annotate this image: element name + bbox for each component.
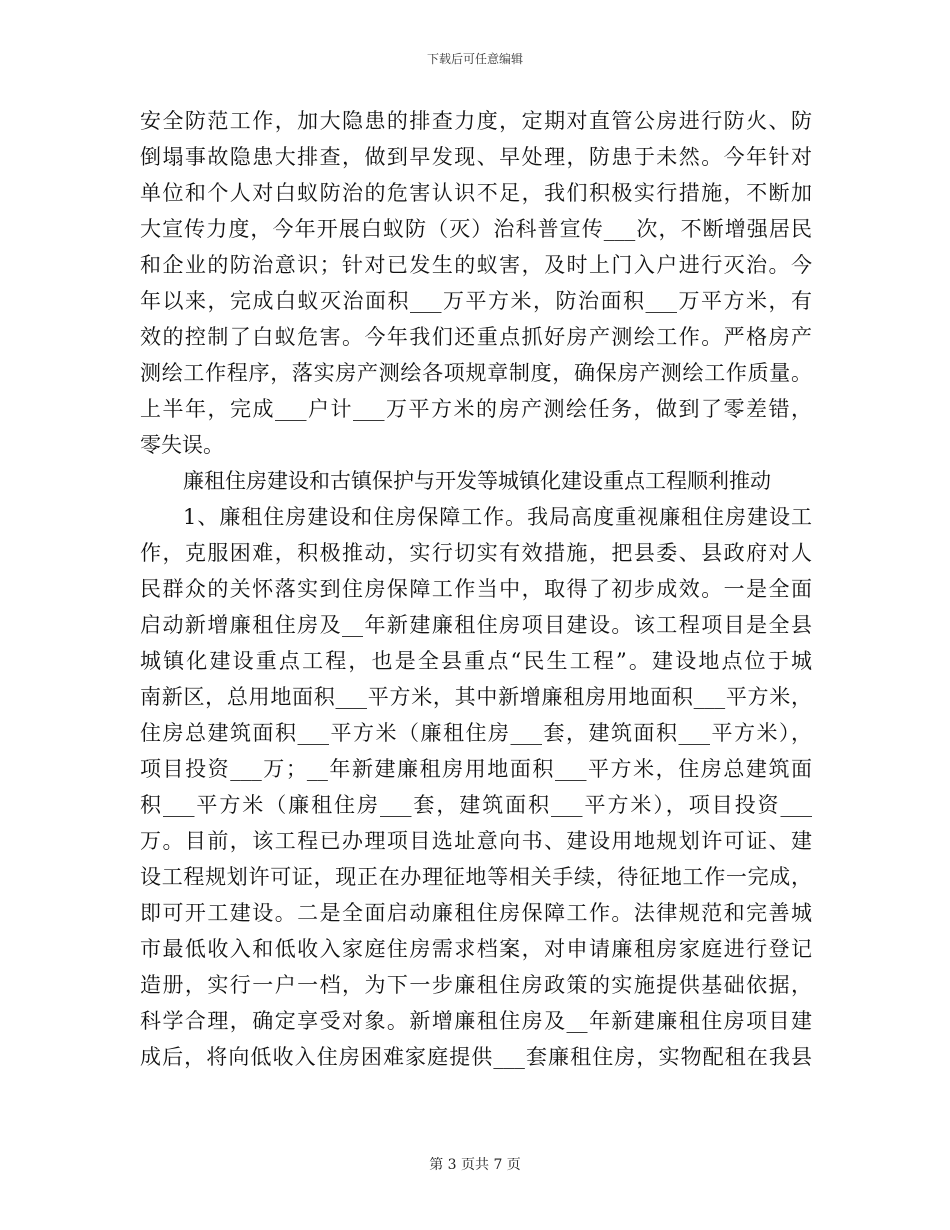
text-line: 设工程规划许可证，现正在办理征地等相关手续，待征地工作一完成， [140,865,812,889]
text-line: 作，克服困难，积极推动，实行切实有效措施，把县委、县政府对人 [140,541,812,565]
text-line: 即可开工建设。二是全面启动廉租住房保障工作。法律规范和完善城 [140,901,812,925]
text-line: 积___平方米（廉租住房___套，建筑面积___平方米），项目投资___ [140,793,812,817]
text-line: 安全防范工作，加大隐患的排查力度，定期对直管公房进行防火、防 [140,109,812,133]
text-line: 住房总建筑面积___平方米（廉租住房___套，建筑面积___平方米）， [140,721,812,745]
text-line: 单位和个人对白蚁防治的危害认识不足，我们积极实行措施，不断加 [140,181,812,205]
text-line: 和企业的防治意识；针对已发生的蚁害，及时上门入户进行灭治。今 [140,253,812,277]
section-heading: 廉租住房建设和古镇保护与开发等城镇化建设重点工程顺利推动 [183,469,771,493]
text-line: 效的控制了白蚁危害。今年我们还重点抓好房产测绘工作。严格房产 [140,325,812,349]
text-line: 成后，将向低收入住房困难家庭提供___套廉租住房，实物配租在我县 [140,1045,812,1069]
text-line: 万。目前，该工程已办理项目选址意向书、建设用地规划许可证、建 [140,829,812,853]
text-line: 市最低收入和低收入家庭住房需求档案，对申请廉租房家庭进行登记 [140,937,812,961]
text-line: 上半年，完成___户计___万平方米的房产测绘任务，做到了零差错， [140,397,812,421]
paragraph-first-line: 1、廉租住房建设和住房保障工作。我局高度重视廉租住房建设工 [183,505,812,529]
text-line: 大宣传力度，今年开展白蚁防（灭）治科普宣传___次，不断增强居民 [140,217,812,241]
text-line: 城镇化建设重点工程，也是全县重点“民生工程”。建设地点位于城 [140,649,812,673]
text-line: 年以来，完成白蚁灭治面积___万平方米，防治面积___万平方米，有 [140,289,812,313]
text-line: 项目投资___万；__年新建廉租房用地面积___平方米，住房总建筑面 [140,757,812,781]
page-number: 第 3 页共 7 页 [429,1157,521,1173]
text-line: 测绘工作程序，落实房产测绘各项规章制度，确保房产测绘工作质量。 [140,361,812,385]
text-line: 启动新增廉租住房及__年新建廉租住房项目建设。该工程项目是全县 [140,613,812,637]
text-line: 南新区，总用地面积___平方米，其中新增廉租房用地面积___平方米， [140,685,812,709]
text-line: 倒塌事故隐患大排查，做到早发现、早处理，防患于未然。今年针对 [140,145,812,169]
text-line: 零失误。 [140,433,224,457]
text-line: 科学合理，确定享受对象。新增廉租住房及__年新建廉租住房项目建 [140,1009,812,1033]
document-body [140,103,812,1075]
text-line: 造册，实行一户一档，为下一步廉租住房政策的实施提供基础依据， [140,973,812,997]
text-line: 民群众的关怀落实到住房保障工作当中，取得了初步成效。一是全面 [140,577,812,601]
page-header: 下载后可任意编辑 [426,52,523,66]
